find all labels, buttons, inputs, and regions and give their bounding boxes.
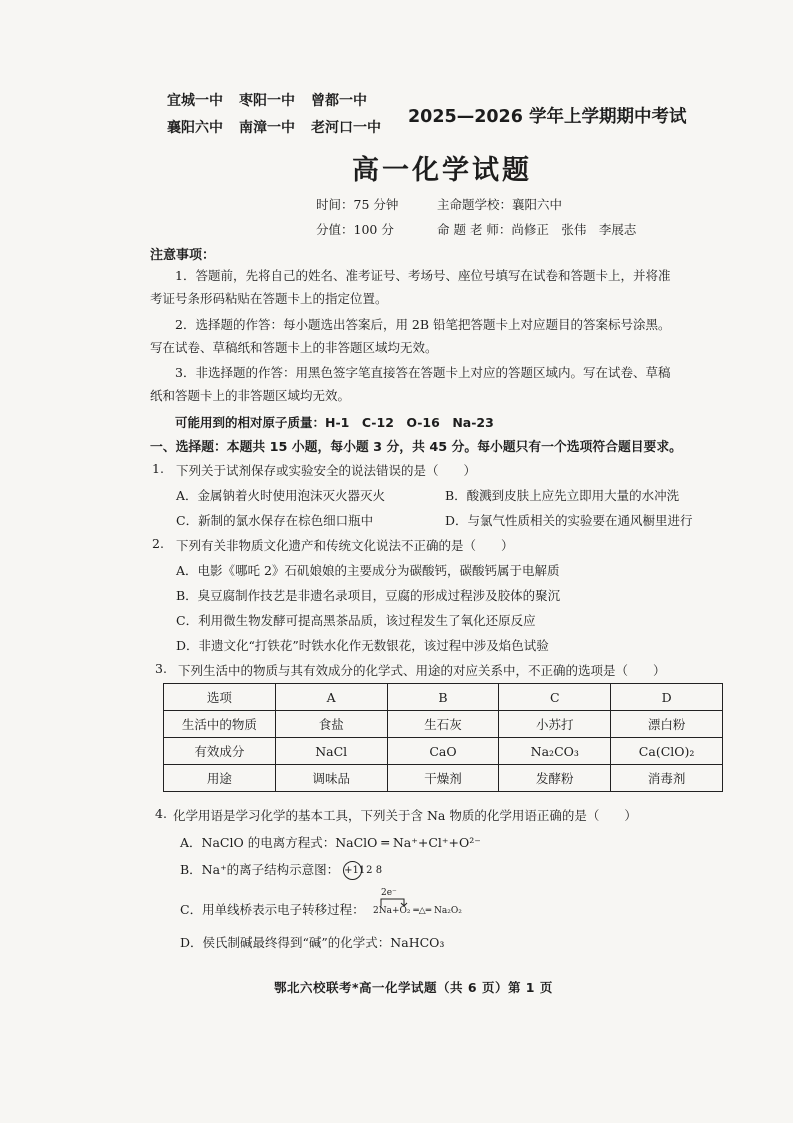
q1-option-b: B．酸溅到皮肤上应先立即用大量的水冲洗 xyxy=(445,488,680,503)
atomic-mass-line: 可能用到的相对原子质量：H-1 C-12 O-16 Na-23 xyxy=(175,415,494,430)
q4-option-d: D．侯氏制碱最终得到“碱”的化学式：NaHCO₃ xyxy=(180,935,445,950)
school-name: 老河口一中 xyxy=(311,120,381,136)
exam-time: 时间：75 分钟 xyxy=(316,197,399,212)
question-3-stem: 下列生活中的物质与其有效成分的化学式、用途的对应关系中，不正确的选项是（ ） xyxy=(178,663,666,678)
notice-item-1-cont: 考证号条形码粘贴在答题卡上的指定位置。 xyxy=(150,291,388,306)
table-cell: CaO xyxy=(387,738,499,765)
table-cell: 消毒剂 xyxy=(611,765,723,792)
notice-item-2-cont: 写在试卷、草稿纸和答题卡上的非答题区域均无效。 xyxy=(150,340,438,355)
q4-option-c: C．用单线桥表示电子转移过程： xyxy=(180,902,365,917)
table-cell: 干燥剂 xyxy=(387,765,499,792)
page-footer: 鄂北六校联考*高一化学试题（共 6 页）第 1 页 xyxy=(274,980,553,995)
table-cell: 漂白粉 xyxy=(611,711,723,738)
question-2-stem: 下列有关非物质文化遗产和传统文化说法不正确的是（ ） xyxy=(176,538,514,553)
table-cell: 选项 xyxy=(164,684,276,711)
question-3-table xyxy=(163,683,723,792)
q4-option-b-text: B．Na⁺的离子结构示意图： xyxy=(180,862,340,877)
table-cell: 食盐 xyxy=(275,711,387,738)
table-cell: 用途 xyxy=(164,765,276,792)
notice-item-2: 2．选择题的作答：每小题选出答案后，用 2B 铅笔把答题卡上对应题目的答案标号涂黑。 xyxy=(175,317,671,332)
exam-score: 分值：100 分 xyxy=(316,222,394,237)
electron-shells: 2 8 xyxy=(366,865,383,876)
question-1-stem: 下列关于试剂保存或实验安全的说法错误的是（ ） xyxy=(176,463,477,478)
table-cell: Ca(ClO)₂ xyxy=(611,738,723,765)
q2-option-b: B．臭豆腐制作技艺是非遗名录项目，豆腐的形成过程涉及胶体的聚沉 xyxy=(176,588,561,603)
q1-option-a: A．金属钠着火时使用泡沫灭火器灭火 xyxy=(176,488,386,503)
host-school: 主命题学校：襄阳六中 xyxy=(437,197,563,212)
q1-option-c: C．新制的氯水保存在棕色细口瓶中 xyxy=(176,513,374,528)
notice-item-1: 1．答题前，先将自己的姓名、准考证号、考场号、座位号填写在试卷和答题卡上，并将准 xyxy=(175,268,671,283)
table-cell: B xyxy=(387,684,499,711)
reaction-equation: 2Na+O₂ ═△═ Na₂O₂ xyxy=(373,906,462,916)
table-cell: 调味品 xyxy=(275,765,387,792)
table-cell: 生活中的物质 xyxy=(164,711,276,738)
table-cell: 小苏打 xyxy=(499,711,611,738)
table-cell: 有效成分 xyxy=(164,738,276,765)
table-cell: NaCl xyxy=(275,738,387,765)
notice-heading: 注意事项： xyxy=(150,248,216,263)
section-heading: 一、选择题：本题共 15 小题，每小题 3 分，共 45 分。每小题只有一个选项符合题目要求。 xyxy=(150,440,682,455)
table-cell: Na₂CO₃ xyxy=(499,738,611,765)
question-number: 3. xyxy=(155,661,167,676)
table-cell: 生石灰 xyxy=(387,711,499,738)
table-cell: C xyxy=(499,684,611,711)
school-name: 曾都一中 xyxy=(311,93,367,109)
question-number: 4. xyxy=(155,806,167,821)
question-number: 1. xyxy=(152,461,164,476)
q2-option-a: A．电影《哪吒 2》石矶娘娘的主要成分为碳酸钙，碳酸钙属于电解质 xyxy=(176,563,560,578)
schools-row-2 xyxy=(167,117,397,137)
nucleus-diagram: +11 xyxy=(343,861,362,880)
q2-option-d: D．非遗文化“打铁花”时铁水化作无数银花，该过程中涉及焰色试验 xyxy=(176,638,549,653)
table-cell: 发酵粉 xyxy=(499,765,611,792)
table-row xyxy=(164,711,723,738)
exam-teachers: 命 题 老 师：尚修正 张伟 李展志 xyxy=(437,222,637,237)
table-row xyxy=(164,684,723,711)
schools-row-1 xyxy=(167,90,383,110)
school-name: 南漳一中 xyxy=(239,120,295,136)
table-cell: A xyxy=(275,684,387,711)
exam-title: 2025—2026 学年上学期期中考试 xyxy=(408,107,687,127)
electron-transfer-label: 2e⁻ xyxy=(381,888,397,898)
table-row xyxy=(164,765,723,792)
q1-option-d: D．与氯气性质相关的实验要在通风橱里进行 xyxy=(445,513,693,528)
school-name: 宜城一中 xyxy=(167,93,223,109)
table-cell: D xyxy=(611,684,723,711)
table-row xyxy=(164,738,723,765)
school-name: 枣阳一中 xyxy=(239,93,295,109)
school-name: 襄阳六中 xyxy=(167,120,223,136)
q4-option-b xyxy=(180,860,382,880)
notice-item-3: 3．非选择题的作答：用黑色签字笔直接答在答题卡上对应的答题区域内。写在试卷、草稿 xyxy=(175,365,671,380)
q2-option-c: C．利用微生物发酵可提高黑茶品质，该过程发生了氧化还原反应 xyxy=(176,613,536,628)
page-title: 高一化学试题 xyxy=(352,155,532,186)
question-4-stem: 化学用语是学习化学的基本工具，下列关于含 Na 物质的化学用语正确的是（ ） xyxy=(173,808,637,823)
notice-item-3-cont: 纸和答题卡上的非答题区域均无效。 xyxy=(150,388,351,403)
q4-option-a: A．NaClO 的电离方程式：NaClO ═ Na⁺+Cl⁺+O²⁻ xyxy=(180,835,481,850)
question-number: 2. xyxy=(152,536,164,551)
